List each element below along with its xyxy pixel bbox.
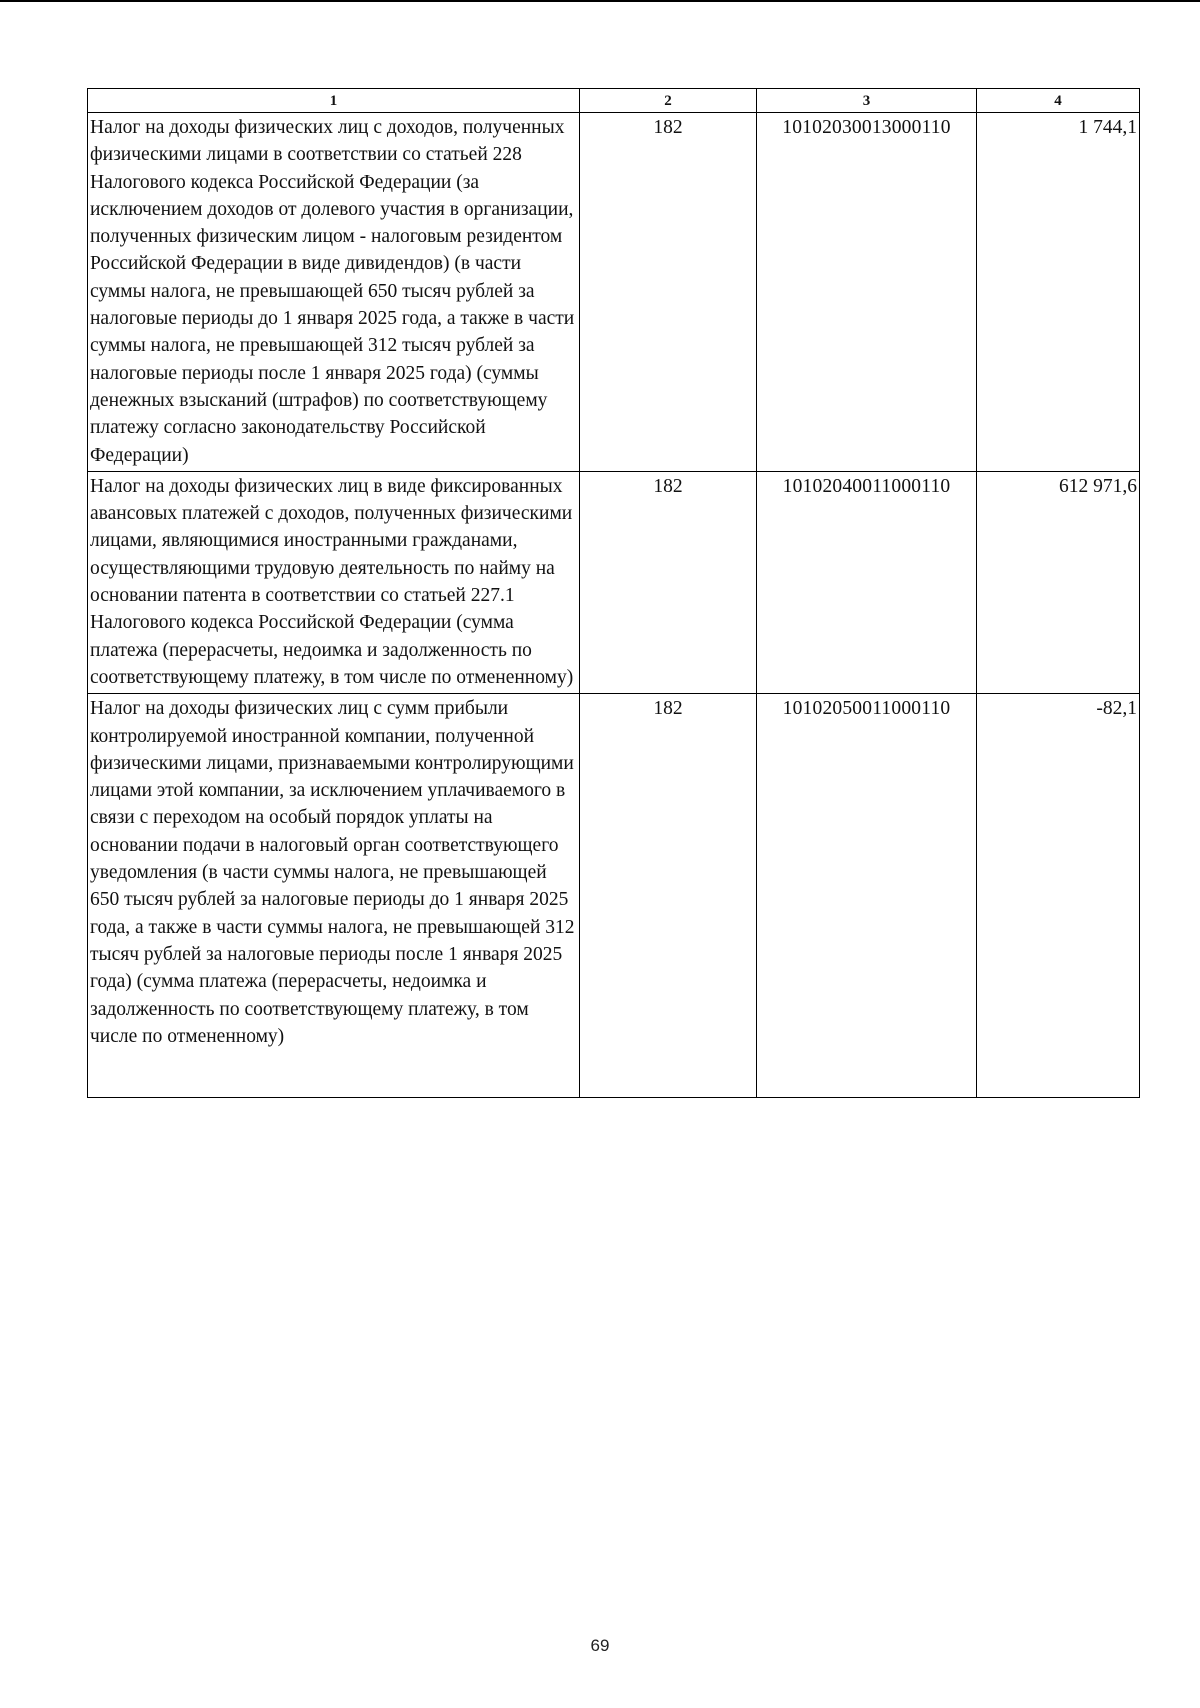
row-kbk-code: 10102040011000110 bbox=[757, 471, 977, 693]
row-amount: -82,1 bbox=[977, 694, 1140, 1098]
table-header bbox=[88, 89, 1140, 113]
row-kbk-code: 10102050011000110 bbox=[757, 694, 977, 1098]
row-admin-code: 182 bbox=[580, 694, 757, 1098]
row-description: Налог на доходы физических лиц с сумм прибыли контролируемой иностранной компании, полученной физическими лицами, признаваемыми контролирующими лицами этой компании, за исключением уплачиваемого в связи с переходом на особый порядок уплаты на основании подачи в налоговый орган соответствующего уведомления (в части суммы налога, не превышающей 650 тысяч рублей за налоговые периоды до 1 января 2025 года, а также в части суммы налога, не превышающей 312 тысяч рублей за налоговые периоды после 1 января 2025 года) (сумма платежа (перерасчеты, недоимка и задолженность по соответствующему платежу, в том числе по отмененному) bbox=[88, 694, 580, 1098]
header-col-1: 1 bbox=[88, 89, 580, 113]
header-col-3: 3 bbox=[757, 89, 977, 113]
header-col-4: 4 bbox=[977, 89, 1140, 113]
table-row bbox=[88, 694, 1140, 1098]
header-col-2: 2 bbox=[580, 89, 757, 113]
table-row bbox=[88, 471, 1140, 693]
table-body bbox=[88, 113, 1140, 1098]
row-kbk-code: 10102030013000110 bbox=[757, 113, 977, 472]
row-amount: 612 971,6 bbox=[977, 471, 1140, 693]
row-description: Налог на доходы физических лиц с доходов, полученных физическими лицами в соответствии со статьей 228 Налогового кодекса Российской Федерации (за исключением доходов от долевого участия в организации, полученных физическим лицом - налоговым резидентом Российской Федерации в виде дивидендов) (в части суммы налога, не превышающей 650 тысяч рублей за налоговые периоды до 1 января 2025 года, а также в части суммы налога, не превышающей 312 тысяч рублей за налоговые периоды после 1 января 2025 года) (суммы денежных взысканий (штрафов) по соответствующему платежу согласно законодательству Российской Федерации) bbox=[88, 113, 580, 472]
table-row bbox=[88, 113, 1140, 472]
row-admin-code: 182 bbox=[580, 471, 757, 693]
row-description: Налог на доходы физических лиц в виде фиксированных авансовых платежей с доходов, полученных физическими лицами, являющимися иностранными гражданами, осуществляющими трудовую деятельность по найму на основании патента в соответствии со статьей 227.1 Налогового кодекса Российской Федерации (сумма платежа (перерасчеты, недоимка и задолженность по соответствующему платежу, в том числе по отмененному) bbox=[88, 471, 580, 693]
top-border-line bbox=[0, 0, 1200, 2]
header-row bbox=[88, 89, 1140, 113]
row-amount: 1 744,1 bbox=[977, 113, 1140, 472]
revenue-table bbox=[87, 88, 1140, 1098]
page-number: 69 bbox=[590, 1636, 610, 1655]
row-admin-code: 182 bbox=[580, 113, 757, 472]
